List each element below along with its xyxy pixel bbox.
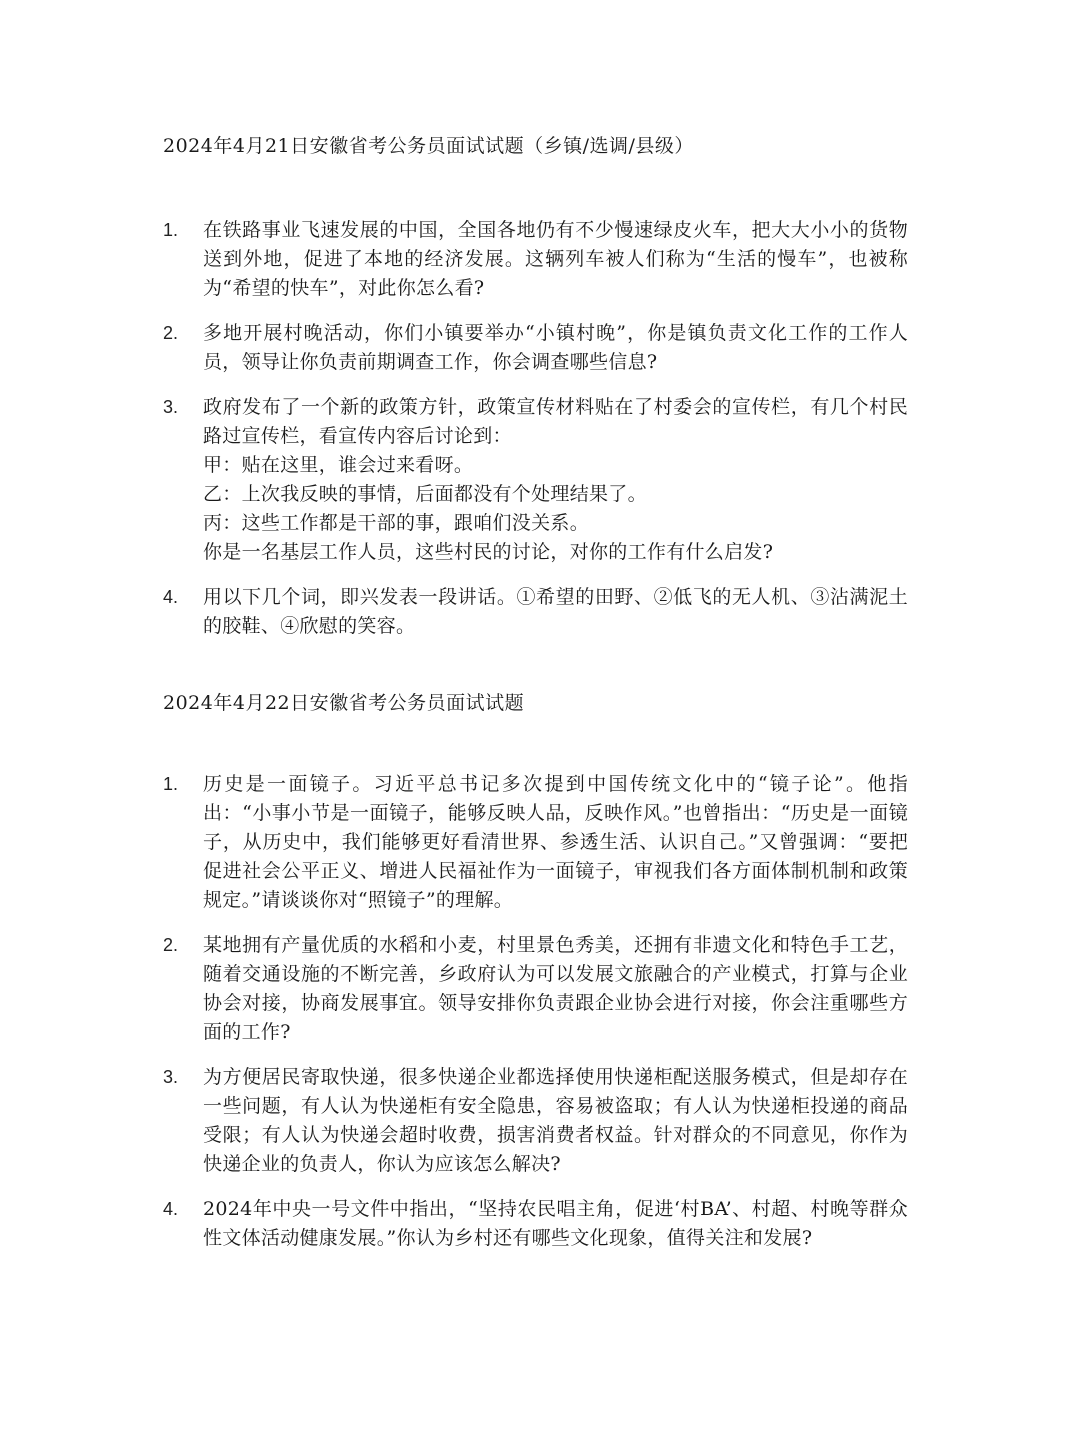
section-title-0421: 2024年4月21日安徽省考公务员面试试题（乡镇/选调/县级） — [163, 135, 694, 157]
question-number: 1. — [163, 774, 179, 794]
question-line-jia: 甲：贴在这里，谁会过来看呀。 — [203, 454, 474, 476]
question-text — [203, 393, 908, 567]
question-text: 某地拥有产量优质的水稻和小麦，村里景色秀美，还拥有非遗文化和特色手工艺，随着交通设施的不断完善，乡政府认为可以发展文旅融合的产业模式，打算与企业协会对接，协商发展事宜。领导安排你负责跟企业协会进行对接，你会注重哪些方面的工作? — [203, 934, 908, 1043]
list-item — [163, 216, 908, 303]
question-text: 多地开展村晚活动，你们小镇要举办“小镇村晚”，你是镇负责文化工作的工作人员，领导让你负责前期调查工作，你会调查哪些信息? — [203, 322, 908, 373]
question-text: 用以下几个词，即兴发表一段讲话。①希望的田野、②低飞的无人机、③沾满泥土的胶鞋、④欣慰的笑容。 — [203, 586, 908, 637]
list-item — [163, 319, 908, 377]
question-line-bing: 丙：这些工作都是干部的事，跟咱们没关系。 — [203, 512, 590, 534]
question-line-prompt: 你是一名基层工作人员，这些村民的讨论，对你的工作有什么启发? — [203, 541, 774, 563]
question-line-yi: 乙：上次我反映的事情，后面都没有个处理结果了。 — [203, 483, 647, 505]
question-number: 1. — [163, 220, 179, 240]
list-item — [163, 770, 908, 915]
list-item — [163, 583, 908, 641]
question-text: 2024年中央一号文件中指出，“坚持农民唱主角，促进‘村BA’、村超、村晚等群众性文体活动健康发展。”你认为乡村还有哪些文化现象，值得关注和发展? — [203, 1198, 908, 1249]
question-number: 3. — [163, 1067, 179, 1087]
question-number: 3. — [163, 397, 179, 417]
question-list-0422 — [163, 770, 908, 1269]
question-text: 在铁路事业飞速发展的中国，全国各地仍有不少慢速绿皮火车，把大大小小的货物送到外地，促进了本地的经济发展。这辆列车被人们称为“生活的慢车”，也被称为“希望的快车”，对此你怎么看? — [203, 219, 908, 299]
list-item — [163, 931, 908, 1047]
list-item — [163, 1063, 908, 1179]
section-title-0422: 2024年4月22日安徽省考公务员面试试题 — [163, 692, 525, 714]
list-item — [163, 1195, 908, 1253]
question-number: 2. — [163, 323, 179, 343]
question-text: 为方便居民寄取快递，很多快递企业都选择使用快递柜配送服务模式，但是却存在一些问题，有人认为快递柜有安全隐患，容易被盗取；有人认为快递柜投递的商品受限；有人认为快递会超时收费，损害消费者权益。针对群众的不同意见，你作为快递企业的负责人，你认为应该怎么解决? — [203, 1066, 908, 1175]
question-number: 2. — [163, 935, 179, 955]
list-item — [163, 393, 908, 567]
question-number: 4. — [163, 587, 179, 607]
question-line-intro: 政府发布了一个新的政策方针，政策宣传材料贴在了村委会的宣传栏，有几个村民路过宣传栏，看宣传内容后讨论到： — [203, 396, 908, 447]
question-text: 历史是一面镜子。习近平总书记多次提到中国传统文化中的“镜子论”。他指出：“小事小节是一面镜子，能够反映人品，反映作风。”也曾指出：“历史是一面镜子，从历史中，我们能够更好看清世界、参透生活、认识自己。”又曾强调：“要把促进社会公平正义、增进人民福祉作为一面镜子，审视我们各方面体制机制和政策规定。”请谈谈你对“照镜子”的理解。 — [203, 773, 908, 911]
question-number: 4. — [163, 1199, 179, 1219]
question-list-0421 — [163, 216, 908, 657]
